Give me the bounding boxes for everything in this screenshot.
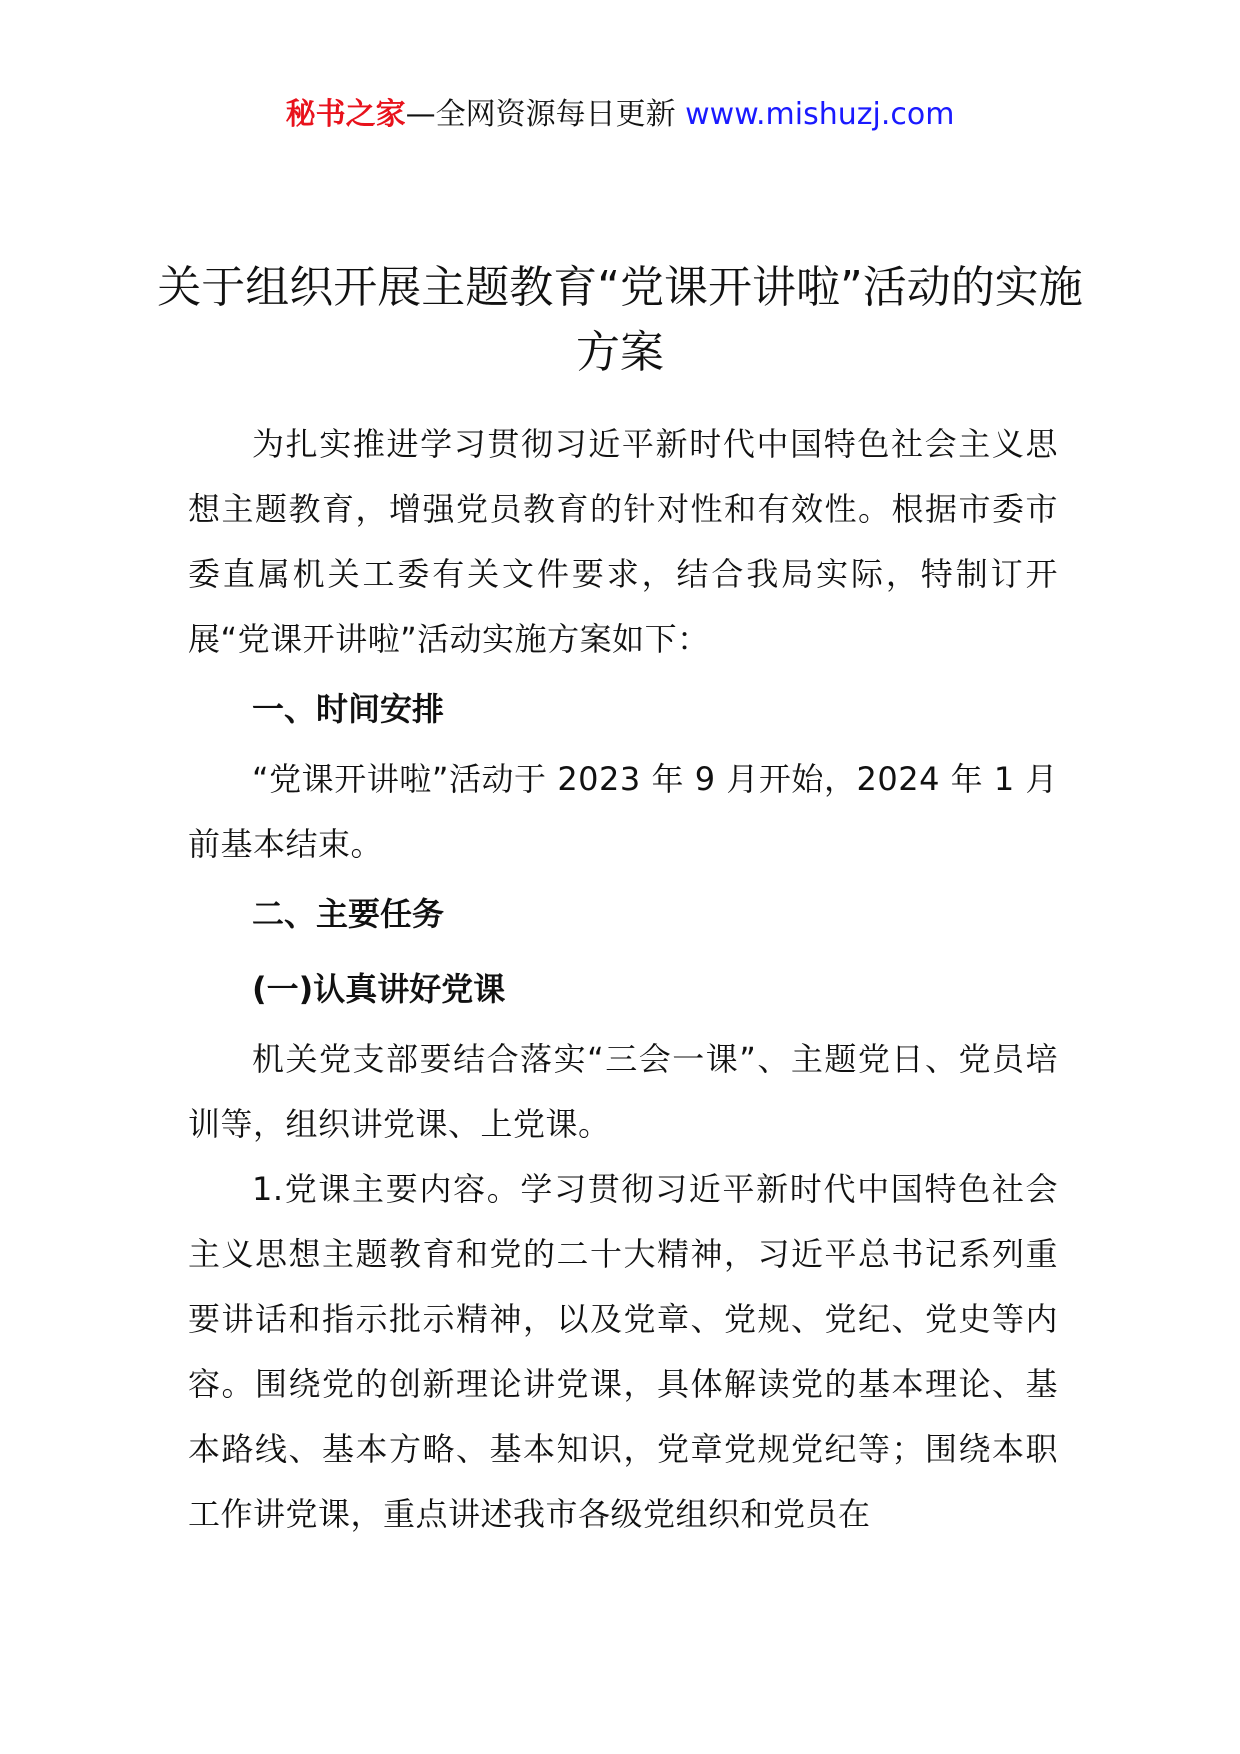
subsection-heading-party-lecture: (一)认真讲好党课 — [252, 970, 506, 1008]
lecture-content-paragraph: 1.党课主要内容。学习贯彻习近平新时代中国特色社会主义思想主题教育和党的二十大精神，习近平总书记系列重要讲话和指示批示精神，以及党章、党规、党纪、党史等内容。围绕党的创新理论讲党课，具体解读党的基本理论、基本路线、基本方略、基本知识，党章党规党纪等；围绕本职工作讲党课，重点讲述我市各级党组织和党员在 — [188, 1170, 1058, 1533]
section-heading-tasks: 二、主要任务 — [252, 895, 445, 933]
site-brand: 秘书之家 — [285, 97, 406, 132]
document-title: 关于组织开展主题教育“党课开讲啦”活动的实施方案 — [157, 262, 1083, 378]
document-body — [188, 412, 1058, 1547]
section-heading-schedule: 一、时间安排 — [252, 690, 445, 728]
schedule-paragraph: “党课开讲啦”活动于 2023 年 9 月开始，2024 年 1 月前基本结束。 — [188, 760, 1058, 863]
site-header — [0, 95, 1240, 135]
site-tagline: —全网资源每日更新 — [405, 97, 686, 132]
party-lecture-paragraph: 机关党支部要结合落实“三会一课”、主题党日、党员培训等，组织讲党课、上党课。 — [188, 1040, 1058, 1143]
intro-paragraph: 为扎实推进学习贯彻习近平新时代中国特色社会主义思想主题教育，增强党员教育的针对性和有效性。根据市委市委直属机关工委有关文件要求，结合我局实际，特制订开展“党课开讲啦”活动实施方案如下： — [188, 425, 1058, 658]
site-url-link[interactable]: www.mishuzj.com — [685, 97, 955, 132]
